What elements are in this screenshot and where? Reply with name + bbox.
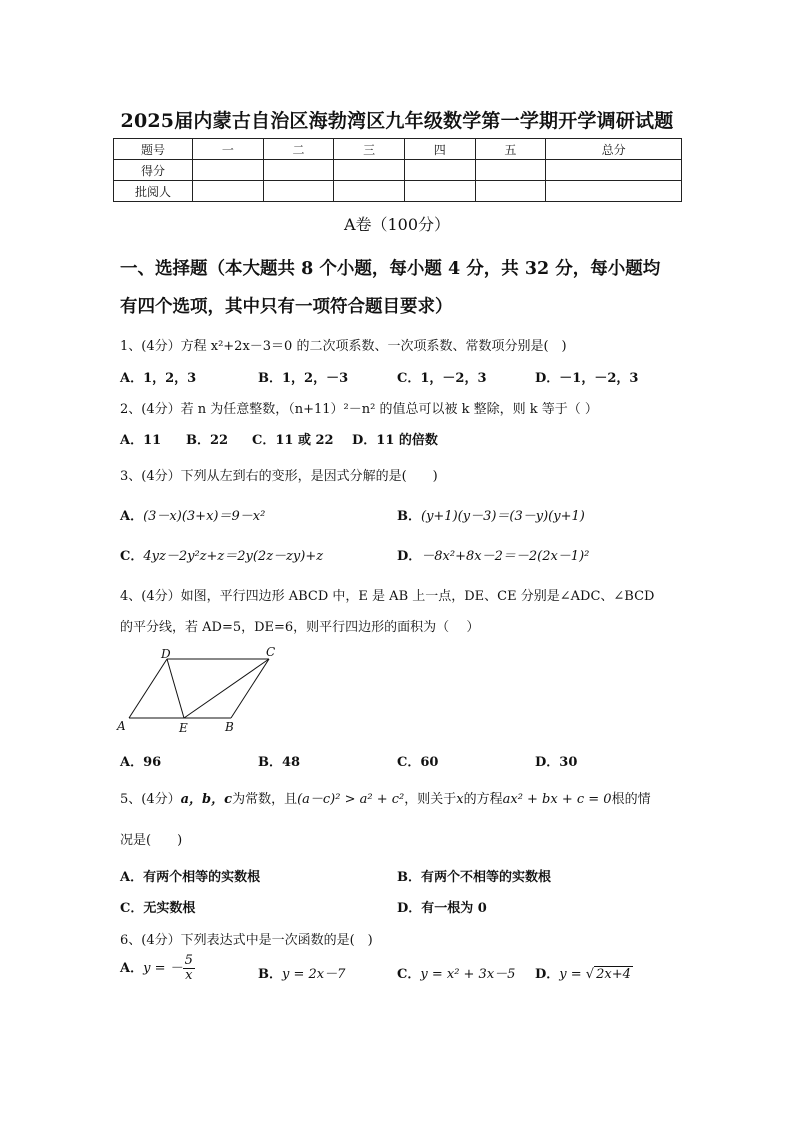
parallelogram-figure (112, 640, 292, 740)
stem-text: 根的情 (611, 792, 651, 807)
math-expression: －8x²+8x－2＝－2(2x－1)² (421, 549, 590, 564)
option-letter: D． (397, 549, 422, 564)
segment-ce (184, 659, 269, 718)
q6-option-b[interactable] (258, 963, 345, 982)
stem-text: 为常数，且 (232, 792, 298, 807)
sqrt-radicand: 2x+4 (596, 967, 631, 982)
question-4-stem-line1: 4、(4分）如图，平行四边形 ABCD 中，E 是 AB 上一点，DE、CE 分别是∠ADC、∠BCD (120, 589, 655, 604)
option-letter: B． (258, 967, 282, 982)
q3-option-b[interactable] (397, 505, 585, 524)
q4-option-b[interactable]: B．48 (258, 755, 301, 770)
q6-option-c[interactable] (397, 963, 515, 982)
stem-text: ，则关于 (404, 792, 457, 807)
fraction-numerator: 5 (184, 953, 193, 968)
section-heading-line1: 一、选择题（本大题共 8 个小题，每小题 4 分，共 32 分，每小题均 (120, 259, 661, 279)
question-5-stem-line2: 况是( ) (120, 833, 183, 848)
label-b: B (225, 720, 234, 734)
math-expression: y = － (143, 961, 183, 976)
score-table (113, 138, 682, 202)
exam-title: 2025届内蒙古自治区海勃湾区九年级数学第一学期开学调研试题 (120, 110, 674, 132)
option-letter: C． (120, 549, 144, 564)
score-input-cell[interactable] (475, 160, 546, 181)
math-condition: (a－c)² > a² + c² (297, 792, 405, 807)
q5-option-d[interactable]: D．有一根为 0 (397, 901, 487, 916)
score-table-cell: 三 (334, 139, 405, 160)
q5-option-c[interactable]: C．无实数根 (120, 901, 196, 916)
math-expression: y = 2x－7 (282, 967, 346, 982)
section-subtitle: A卷（100分） (343, 215, 451, 234)
score-table-cell: 一 (193, 139, 264, 160)
section-heading-line2: 有四个选项，其中只有一项符合题目要求） (120, 297, 453, 317)
q4-option-a[interactable]: A．96 (120, 755, 162, 770)
score-table-cell: 二 (263, 139, 334, 160)
q2-option-c[interactable]: C．11 或 22 (252, 433, 334, 448)
label-e: E (179, 721, 188, 735)
score-input-cell[interactable] (193, 181, 264, 202)
score-table-cell: 四 (404, 139, 475, 160)
score-input-cell[interactable] (334, 181, 405, 202)
math-expression: y = (559, 967, 586, 982)
label-c: C (266, 645, 276, 659)
math-expression: 4yz－2y²z+z＝2y(2z－zy)+z (143, 549, 324, 564)
q4-option-d[interactable]: D．30 (535, 755, 578, 770)
question-3-stem: 3、(4分）下列从左到右的变形，是因式分解的是( ) (120, 469, 438, 484)
question-6-stem: 6、(4分）下列表达式中是一次函数的是( ) (120, 933, 373, 948)
score-input-cell[interactable] (334, 160, 405, 181)
q1-option-a[interactable]: A．1，2，3 (120, 371, 197, 386)
q6-option-d[interactable] (535, 963, 633, 982)
math-expression: (y+1)(y－3)＝(3－y)(y+1) (421, 509, 585, 524)
score-input-cell[interactable] (263, 160, 334, 181)
score-table-row (114, 160, 682, 181)
question-2-stem: 2、(4分）若 n 为任意整数，（n+11）²－n² 的值总可以被 k 整除，则 k 等于（ ） (120, 402, 598, 417)
math-equation: ax² + bx + c = 0 (502, 792, 612, 807)
question-5-stem-line1 (120, 788, 651, 807)
score-table-cell: 总分 (546, 139, 682, 160)
score-input-cell[interactable] (193, 160, 264, 181)
score-input-cell[interactable] (404, 181, 475, 202)
segment-bc (231, 659, 269, 718)
fraction (183, 954, 195, 983)
question-4-stem-line2: 的平分线，若 AD=5，DE=6，则平行四边形的面积为（ ） (120, 620, 480, 635)
score-input-cell[interactable] (475, 181, 546, 202)
option-letter: B． (397, 509, 421, 524)
score-input-cell[interactable] (546, 160, 682, 181)
option-letter: A． (120, 961, 144, 976)
stem-text: 5、(4分） (120, 792, 181, 807)
question-1-stem: 1、(4分）方程 x²+2x－3＝0 的二次项系数、一次项系数、常数项分别是( ) (120, 339, 567, 354)
segment-de (167, 659, 184, 718)
label-a: A (117, 719, 126, 733)
score-table-cell: 得分 (114, 160, 193, 181)
fraction-denominator: x (185, 968, 193, 983)
stem-variables: a，b，c (180, 792, 233, 807)
q6-option-a[interactable] (120, 954, 195, 983)
q1-option-c[interactable]: C．1，－2，3 (397, 371, 487, 386)
score-table-cell: 五 (475, 139, 546, 160)
stem-variable: x (456, 792, 464, 807)
score-table-cell: 批阅人 (114, 181, 193, 202)
score-table-header-row (114, 139, 682, 160)
q3-option-c[interactable] (120, 545, 323, 564)
score-input-cell[interactable] (263, 181, 334, 202)
score-input-cell[interactable] (404, 160, 475, 181)
label-d: D (161, 647, 171, 661)
sqrt-symbol: √ (585, 967, 595, 982)
score-input-cell[interactable] (546, 181, 682, 202)
q1-option-b[interactable]: B．1，2，－3 (258, 371, 349, 386)
q2-option-b[interactable]: B．22 (186, 433, 229, 448)
q1-option-d[interactable]: D．－1，－2，3 (535, 371, 639, 386)
option-letter: C． (397, 967, 421, 982)
stem-text: 的方程 (463, 792, 503, 807)
math-expression: y = x² + 3x－5 (420, 967, 516, 982)
q5-option-a[interactable]: A．有两个相等的实数根 (120, 870, 261, 885)
q5-option-b[interactable]: B．有两个不相等的实数根 (397, 870, 551, 885)
score-table-row (114, 181, 682, 202)
q3-option-a[interactable] (120, 505, 265, 524)
q4-option-c[interactable]: C．60 (397, 755, 439, 770)
option-letter: D． (535, 967, 560, 982)
q2-option-a[interactable]: A．11 (120, 433, 162, 448)
q2-option-d[interactable]: D．11 的倍数 (352, 433, 438, 448)
segment-ad (129, 659, 167, 718)
math-expression: (3－x)(3+x)＝9－x² (143, 509, 266, 524)
q3-option-d[interactable] (397, 545, 589, 564)
score-table-cell: 题号 (114, 139, 193, 160)
option-letter: A． (120, 509, 144, 524)
